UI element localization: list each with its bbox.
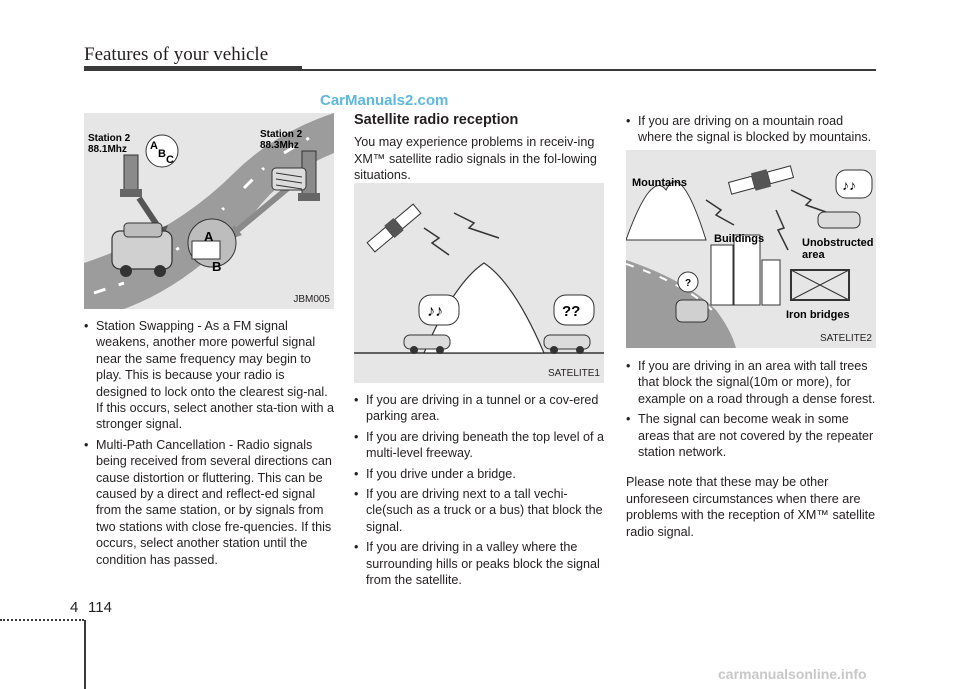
col3-note: Please note that these may be other unforeseen circumstances when there are problems with the reception of XM™ satellite radio signal. — [626, 475, 876, 539]
col3-item-trees: • If you are driving in an area with tall trees that block the signal(10m or more), for example on a road through a dense forest. — [626, 358, 880, 407]
footer-vertical-rule — [84, 620, 86, 689]
fig3-label-unobstructed: Unobstructed — [802, 237, 874, 249]
page-number: 114 — [88, 599, 112, 616]
column-3-list — [626, 358, 880, 546]
chapter-number: 4 — [70, 599, 79, 616]
section-title: Satellite radio reception — [354, 112, 519, 128]
col2-list — [354, 392, 608, 588]
fig3-label-mountains: Mountains — [632, 177, 687, 189]
music-note-right-icon: ♪♪ — [842, 177, 856, 193]
header-rule-thick — [84, 66, 302, 71]
page-header-title: Features of your vehicle — [84, 44, 269, 65]
col3-top-list — [626, 113, 880, 146]
col1-item-multipath: • Multi-Path Cancellation - Radio signals being received from several directions can cause distortion or fluttering. This can be caused by a direct and reflect-ed signal from the same station, or by signals from two stations with close fre-quencies. If this occurs, select another station until the condition has passed. — [84, 437, 338, 568]
col1-item-station-swapping: • Station Swapping - As a FM signal weakens, another more powerful signal near the same frequency may begin to play. This is because your radio is designed to lock onto the clearest sig-nal. If this occurs, select another sta-tion with a stronger signal. — [84, 318, 338, 433]
figure-code-satelite1: SATELITE1 — [547, 368, 600, 379]
fig1-label-c: C — [166, 154, 174, 166]
column-2 — [354, 112, 608, 190]
header-rule-thin — [302, 69, 876, 71]
signal-unknown-mark: ?? — [562, 303, 581, 320]
col1-list — [84, 318, 338, 568]
fig1-label-b-near: B — [212, 259, 222, 274]
figure-satellite-obstacles — [626, 150, 876, 348]
col2-intro: You may experience problems in receiv-ing XM™ satellite radio signals in the fol-lowing situations. — [354, 135, 597, 183]
figure-code-satelite2: SATELITE2 — [819, 333, 872, 344]
col3-item-repeater: • The signal can become weak in some areas that are not covered by the repeater station network. — [626, 411, 880, 460]
col2-item-tall-vehicle: • If you are driving next to a tall vechi-cle(such as a truck or a bus) that block the signal. — [354, 486, 608, 535]
fig3-label-buildings: Buildings — [714, 233, 765, 245]
figure-satellite-valley — [354, 183, 604, 383]
fig1-station-left-label: Station 2 — [88, 133, 131, 144]
footer-dotted-rule — [0, 619, 84, 621]
col2-item-tunnel: • If you are driving in a tunnel or a cov-ered parking area. — [354, 392, 608, 425]
music-note-left-icon: ♪♪ — [427, 303, 443, 320]
fig3-label-area: area — [802, 249, 825, 261]
col2-item-freeway: • If you are driving beneath the top level of a multi-level freeway. — [354, 429, 608, 462]
signal-question-mark: ? — [685, 278, 692, 289]
watermark-top: CarManuals2.com — [320, 92, 449, 109]
fig1-station-right-label: Station 2 — [260, 129, 303, 140]
col2-item-bridge: • If you drive under a bridge. — [354, 466, 608, 482]
col3-list — [626, 358, 880, 460]
col2-item-valley: • If you are driving in a valley where the surrounding hills or peaks block the signal from the satellite. — [354, 539, 608, 588]
column-2-list — [354, 392, 608, 592]
column-3-top — [626, 113, 880, 150]
figure-code-jbm005: JBM005 — [293, 294, 330, 305]
fig1-freq-left-label: 88.1Mhz — [88, 144, 127, 155]
fig3-label-iron-bridges: Iron bridges — [786, 309, 850, 321]
col3-item-mountain-road: • If you are driving on a mountain road where the signal is blocked by mountains. — [626, 113, 880, 146]
column-1 — [84, 318, 338, 572]
fig1-freq-right-label: 88.3Mhz — [260, 140, 299, 151]
watermark-bottom: carmanualsonline.info — [718, 666, 867, 682]
fig1-label-a-near: A — [204, 229, 214, 244]
fig1-label-a: A — [150, 140, 158, 152]
fig1-label-b: B — [158, 148, 166, 160]
figure-station-swapping — [84, 113, 334, 309]
